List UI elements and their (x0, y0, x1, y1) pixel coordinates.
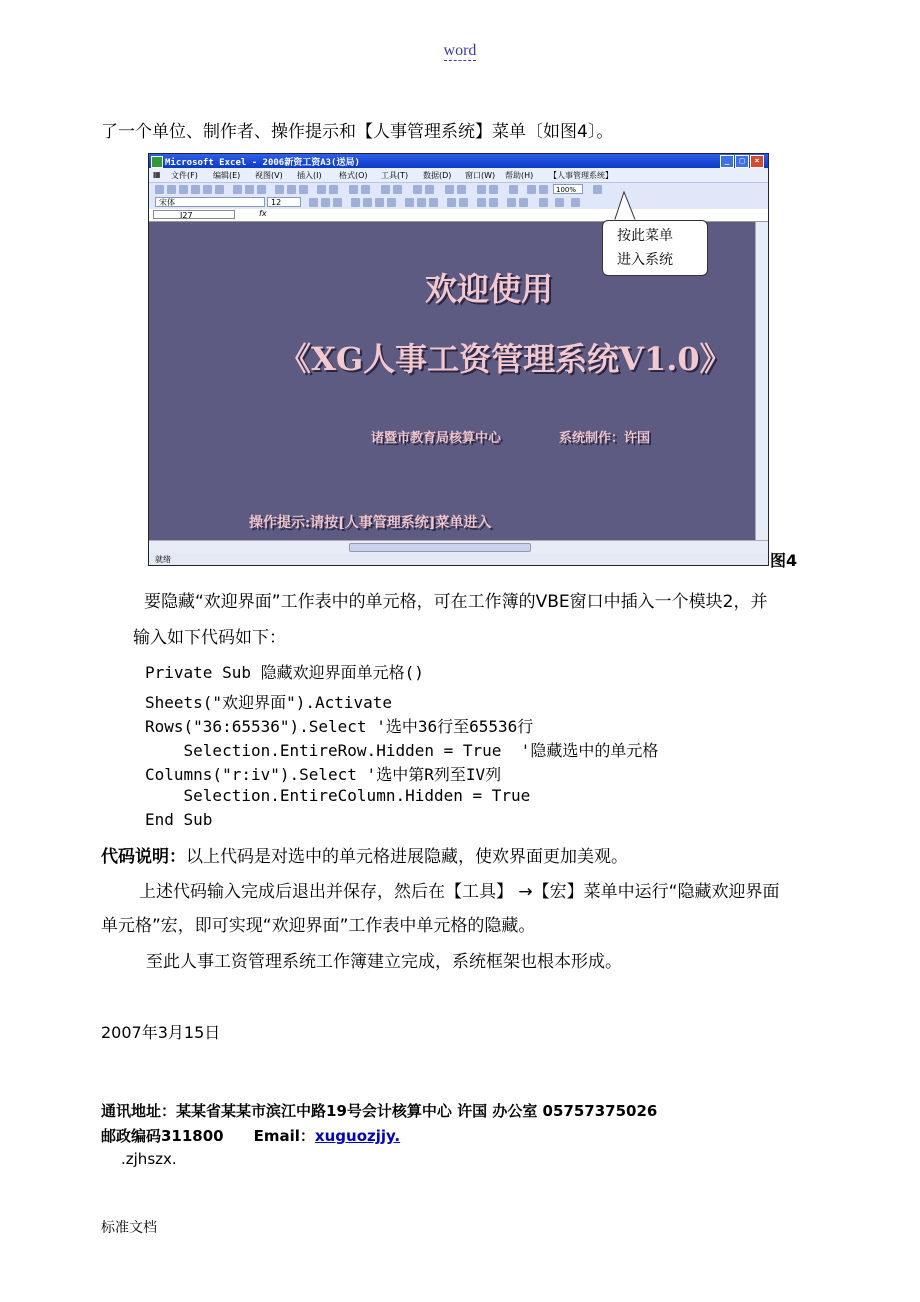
menu-window[interactable]: 窗口(W) (465, 171, 496, 180)
menu-view[interactable]: 视图(V) (255, 171, 283, 180)
email-link[interactable]: xuguozjjy. (314, 1127, 401, 1145)
date: 2007年3月15日 (101, 1023, 221, 1042)
explanation (101, 842, 628, 867)
toolbar-icon[interactable] (287, 185, 296, 194)
excel-logo-icon (151, 156, 163, 168)
name-box[interactable]: I27 (153, 210, 235, 219)
paragraph-1b: 输入如下代码如下： (133, 628, 286, 648)
code-line: Sheets("欢迎界面").Activate (145, 693, 393, 712)
toolbar-icon[interactable] (233, 185, 242, 194)
menu-insert[interactable]: 插入(I) (297, 171, 322, 180)
toolbar-icon[interactable] (245, 185, 254, 194)
font-color-icon[interactable] (571, 198, 580, 207)
fill-color-icon[interactable] (555, 198, 564, 207)
code-line: End Sub (145, 810, 213, 829)
code-line: Rows("36:65536").Select '选中36行至65536行 (145, 717, 534, 736)
header-word: word (443, 42, 477, 59)
code-line: Columns("r:iv").Select '选中第R列至IV列 (145, 765, 502, 784)
toolbar-icon[interactable] (299, 185, 308, 194)
toolbar-icon[interactable] (457, 185, 466, 194)
org-name: 诸暨市教育局核算中心 (371, 431, 502, 446)
callout-line-2: 进入系统 (617, 252, 673, 268)
contact-postcode-line (101, 1125, 400, 1146)
currency-icon[interactable] (405, 198, 414, 207)
intro-paragraph: 了一个单位、制作者、操作提示和【人事管理系统】菜单〔如图4〕。 (101, 122, 614, 142)
explanation-text: 以上代码是对选中的单元格进展隐藏，使欢界面更加美观。 (186, 847, 628, 867)
border-icon[interactable] (539, 198, 548, 207)
toolbar-icon[interactable] (539, 185, 548, 194)
toolbar-icon[interactable] (507, 198, 516, 207)
status-text: 就绪 (155, 555, 171, 564)
window-title: Microsoft Excel - 2006新资工资A3(送局) (165, 158, 360, 168)
toolbar-icon[interactable] (489, 198, 498, 207)
menu-format[interactable]: 格式(O) (339, 171, 368, 180)
toolbar-icon[interactable] (155, 185, 164, 194)
toolbar-icon[interactable] (477, 198, 486, 207)
toolbar-icon[interactable] (179, 185, 188, 194)
sheet-icon: ▦ (153, 170, 161, 179)
menu-file[interactable]: 文件(F) (171, 171, 198, 180)
code-line: Selection.EntireColumn.Hidden = True (145, 786, 531, 805)
chart-icon[interactable] (527, 185, 536, 194)
code-line: Private Sub 隐藏欢迎界面单元格() (145, 663, 424, 682)
menu-tools[interactable]: 工具(T) (381, 171, 409, 180)
fx-icon: fx (259, 209, 267, 218)
toolbar-icon[interactable] (393, 185, 402, 194)
menu-hr-system[interactable]: 【人事管理系统】 (549, 171, 613, 180)
comma-icon[interactable] (429, 198, 438, 207)
email-domain: .zjhszx. (121, 1150, 177, 1168)
paragraph-2b: 单元格”宏，即可实现“欢迎界面”工作表中单元格的隐藏。 (101, 916, 536, 936)
standard-toolbar (149, 183, 768, 197)
paragraph-2: 上述代码输入完成后退出并保存，然后在【工具】 →【宏】菜单中运行“隐藏欢迎界面 (139, 882, 780, 902)
contact-address: 通讯地址：某某省某某市滨江中路19号会计核算中心 许国 办公室 05757375026 (101, 1102, 658, 1120)
menu-help[interactable]: 帮助(H) (505, 171, 534, 180)
page-footer: 标准文档 (101, 1220, 157, 1236)
indent-icon[interactable] (459, 198, 468, 207)
paragraph-1: 要隐藏“欢迎界面”工作表中的单元格，可在工作簿的VBE窗口中插入一个模块2，并 (144, 592, 768, 612)
horizontal-scrollbar[interactable] (149, 540, 768, 553)
toolbar-icon[interactable] (425, 185, 434, 194)
zoom-select[interactable]: 100% (553, 184, 583, 194)
merge-icon[interactable] (387, 198, 396, 207)
format-toolbar (149, 196, 768, 210)
italic-icon[interactable] (321, 198, 330, 207)
underline-icon[interactable] (333, 198, 342, 207)
postcode: 邮政编码311800 (101, 1127, 224, 1145)
callout-box (602, 220, 708, 276)
indent-icon[interactable] (447, 198, 456, 207)
toolbar-icon[interactable] (203, 185, 212, 194)
font-name-select[interactable]: 宋体 (155, 197, 265, 207)
author-name: 系统制作：许国 (559, 431, 651, 446)
menu-edit[interactable]: 编辑(E) (213, 171, 241, 180)
font-size-select[interactable]: 12 (267, 197, 301, 207)
percent-icon[interactable] (417, 198, 426, 207)
toolbar-icon[interactable] (477, 185, 486, 194)
status-bar (149, 553, 768, 565)
toolbar-icon[interactable] (349, 185, 358, 194)
operation-hint: 操作提示:请按[人事管理系统]菜单进入 (249, 515, 492, 531)
toolbar-icon[interactable] (257, 185, 266, 194)
toolbar-icon[interactable] (381, 185, 390, 194)
align-left-icon[interactable] (351, 198, 360, 207)
minimize-icon[interactable]: _ (720, 155, 734, 168)
toolbar-icon[interactable] (509, 185, 518, 194)
toolbar-icon[interactable] (275, 185, 284, 194)
toolbar-icon[interactable] (317, 185, 326, 194)
toolbar-icon[interactable] (361, 185, 370, 194)
toolbar-icon[interactable] (519, 198, 528, 207)
menu-data[interactable]: 数据(D) (423, 171, 452, 180)
excel-screenshot (148, 153, 769, 566)
toolbar-icon[interactable] (191, 185, 200, 194)
maximize-icon[interactable]: □ (735, 155, 749, 168)
system-name: 《XG人事工资管理系统V1.0》 (279, 340, 732, 378)
toolbar-icon[interactable] (215, 185, 224, 194)
align-center-icon[interactable] (363, 198, 372, 207)
window-titlebar (149, 154, 768, 168)
toolbar-icon[interactable] (489, 185, 498, 194)
vertical-scrollbar[interactable] (755, 222, 768, 540)
toolbar-icon[interactable] (329, 185, 338, 194)
toolbar-icon[interactable] (167, 185, 176, 194)
align-right-icon[interactable] (375, 198, 384, 207)
page-header (0, 42, 920, 60)
code-line: Selection.EntireRow.Hidden = True '隐藏选中的单元格 (145, 741, 659, 760)
email-label: Email： (253, 1127, 315, 1145)
callout-line-1: 按此菜单 (617, 228, 673, 244)
toolbar-icon[interactable] (413, 185, 422, 194)
figure-caption: 图4 (770, 551, 798, 570)
welcome-text: 欢迎使用 (425, 270, 554, 308)
close-icon[interactable]: × (750, 155, 764, 168)
bold-icon[interactable] (309, 198, 318, 207)
menu-bar (149, 168, 768, 183)
scroll-thumb[interactable] (349, 543, 531, 552)
explanation-label: 代码说明： (101, 847, 186, 867)
toolbar-icon[interactable] (445, 185, 454, 194)
paragraph-3: 至此人事工资管理系统工作簿建立完成，系统框架也根本形成。 (146, 952, 622, 972)
